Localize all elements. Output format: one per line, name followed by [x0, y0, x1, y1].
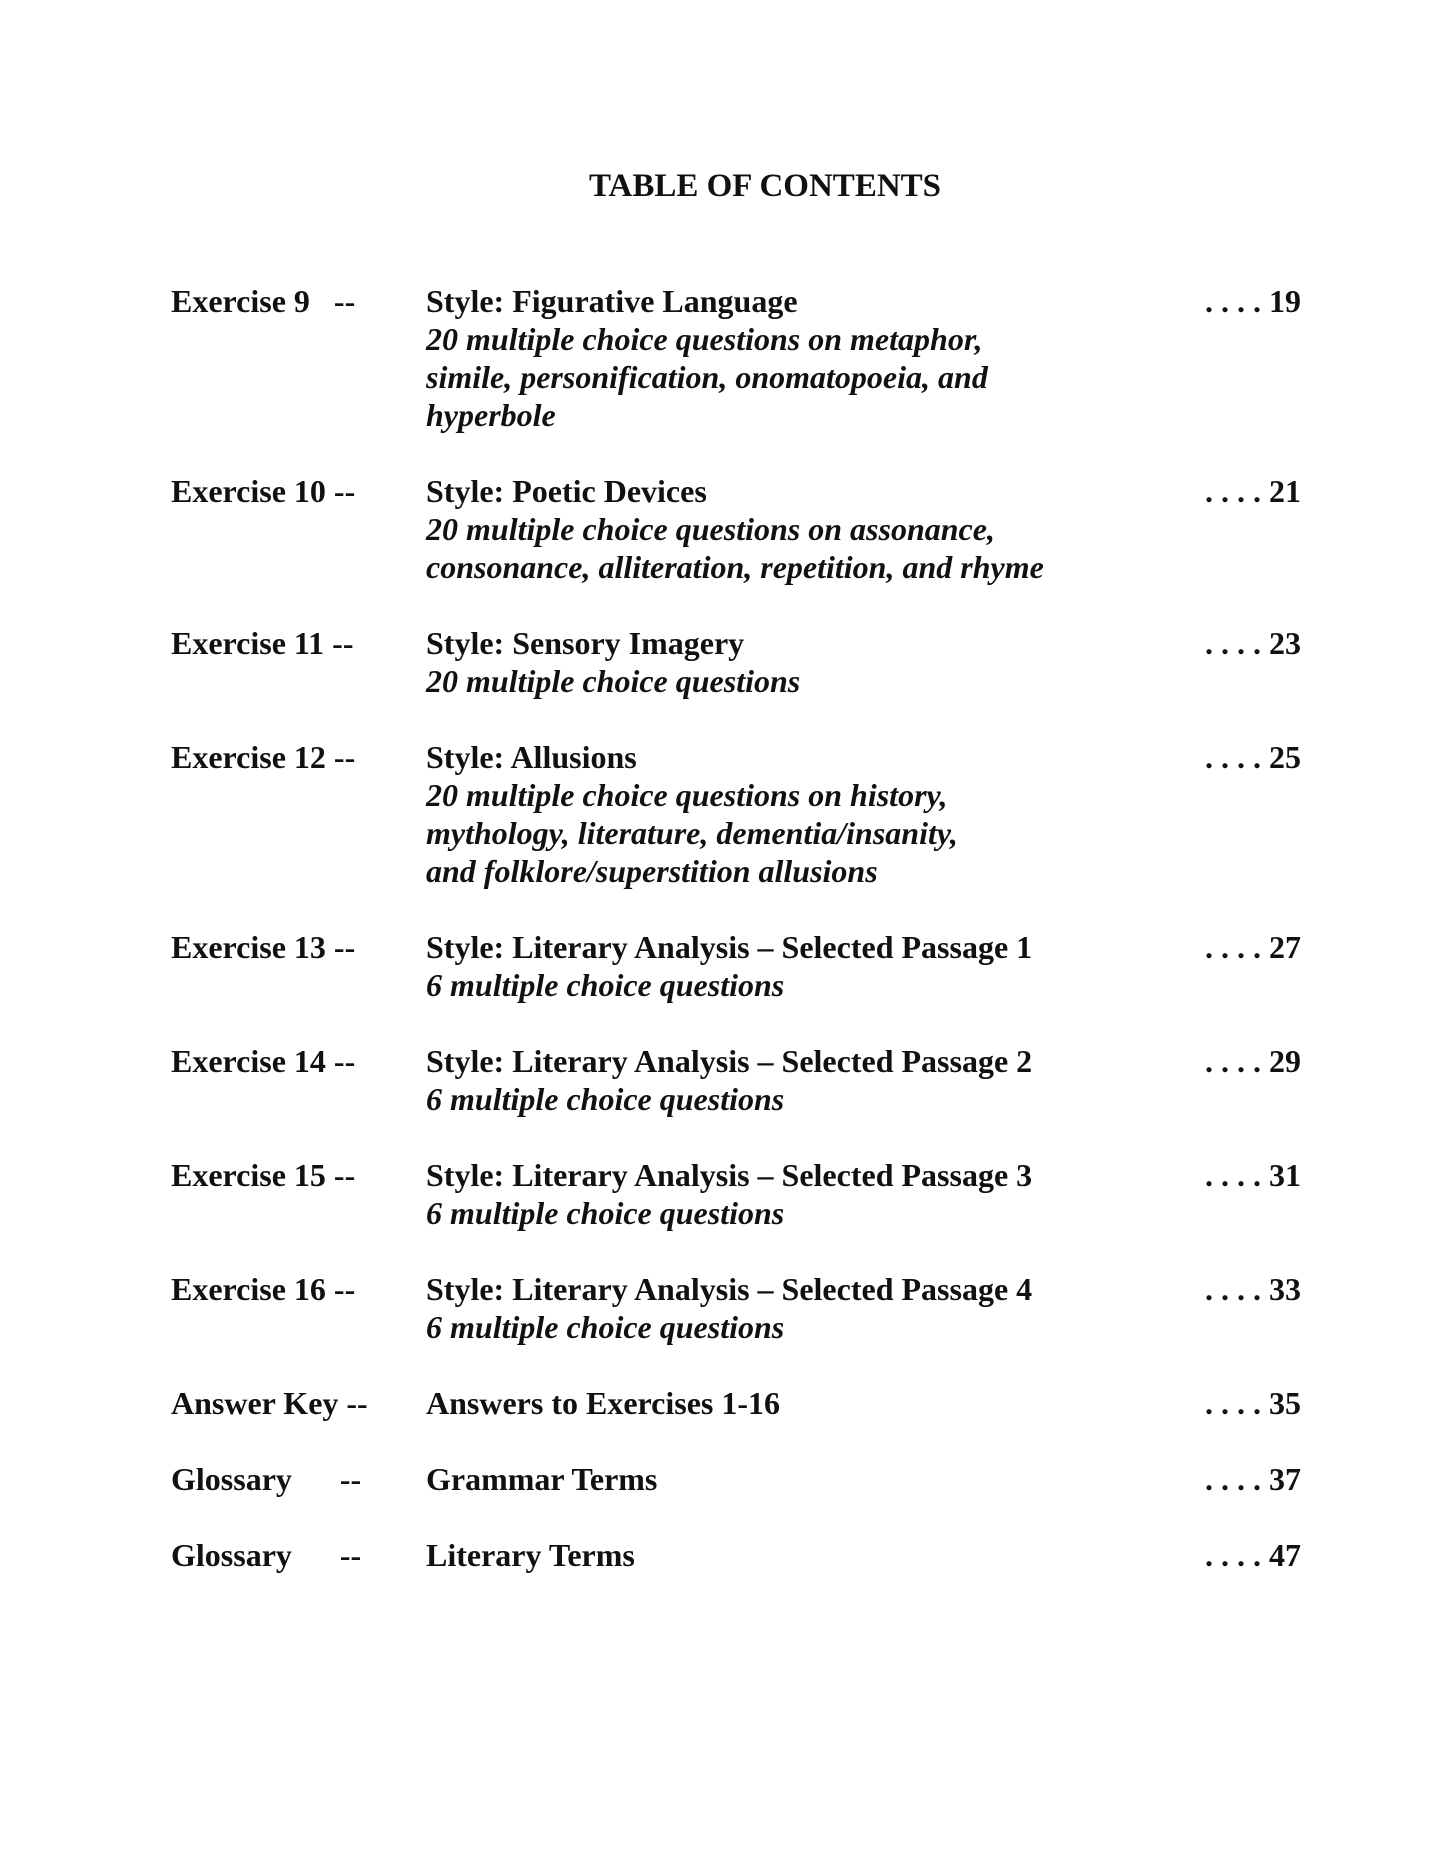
toc-entry	[171, 1460, 1301, 1498]
toc-entry-heading: Style: Literary Analysis – Selected Passage 3	[426, 1157, 1033, 1193]
toc-entry	[171, 1042, 1301, 1118]
toc-entry-page-number: . . . . 27	[1205, 929, 1301, 965]
toc-entry-page-number: . . . . 31	[1205, 1157, 1301, 1193]
toc-entry-heading: Style: Figurative Language	[426, 283, 798, 319]
toc-entry-page-number: . . . . 29	[1205, 1043, 1301, 1079]
toc-entry	[171, 472, 1301, 586]
toc-entry-page-number: . . . . 47	[1205, 1537, 1301, 1573]
toc-entry-heading: Style: Sensory Imagery	[426, 625, 745, 661]
toc-entry-heading: Style: Literary Analysis – Selected Passage 2	[426, 1043, 1033, 1079]
toc-entry-description: mythology, literature, dementia/insanity,	[426, 815, 958, 851]
toc-entry	[171, 928, 1301, 1004]
toc-entry-label: Answer Key --	[171, 1385, 368, 1421]
toc-entry-body	[426, 1536, 1106, 1574]
toc-entry-description: 20 multiple choice questions	[426, 663, 801, 699]
toc-entry-description: 20 multiple choice questions on history,	[426, 777, 948, 813]
toc-entry-page-number: . . . . 21	[1205, 473, 1301, 509]
toc-entry-heading: Style: Poetic Devices	[426, 473, 707, 509]
toc-entry	[171, 1156, 1301, 1232]
toc-entry-page-number: . . . . 19	[1205, 283, 1301, 319]
table-of-contents	[171, 282, 1301, 1612]
toc-entry-heading: Style: Literary Analysis – Selected Passage 4	[426, 1271, 1033, 1307]
toc-entry-description: consonance, alliteration, repetition, and rhyme	[426, 549, 1044, 585]
toc-entry-label: Exercise 12 --	[171, 739, 356, 775]
toc-entry-description: hyperbole	[426, 397, 556, 433]
toc-entry-description: 6 multiple choice questions	[426, 1195, 785, 1231]
toc-entry	[171, 1270, 1301, 1346]
toc-entry-body	[426, 472, 1106, 586]
toc-entry-label: Exercise 13 --	[171, 929, 356, 965]
toc-entry-description: 6 multiple choice questions	[426, 967, 785, 1003]
toc-entry-body	[426, 1042, 1106, 1118]
toc-entry-description: 20 multiple choice questions on assonance,	[426, 511, 995, 547]
toc-entry-label: Exercise 9 --	[171, 283, 356, 319]
toc-entry-description: 20 multiple choice questions on metaphor,	[426, 321, 983, 357]
toc-entry-label: Glossary --	[171, 1537, 362, 1573]
toc-entry-body	[426, 738, 1106, 890]
page-title: TABLE OF CONTENTS	[588, 168, 942, 204]
toc-entry-heading: Grammar Terms	[426, 1461, 658, 1497]
toc-entry-heading: Literary Terms	[426, 1537, 635, 1573]
toc-entry-page-number: . . . . 37	[1205, 1461, 1301, 1497]
toc-entry-body	[426, 624, 1106, 700]
toc-entry-body	[426, 1156, 1106, 1232]
toc-entry-body	[426, 1384, 1106, 1422]
toc-entry-page-number: . . . . 25	[1205, 739, 1301, 775]
toc-entry-label: Exercise 14 --	[171, 1043, 356, 1079]
toc-entry-description: 6 multiple choice questions	[426, 1081, 785, 1117]
toc-entry-body	[426, 928, 1106, 1004]
toc-entry	[171, 738, 1301, 890]
toc-entry-heading: Answers to Exercises 1-16	[426, 1385, 781, 1421]
toc-entry-page-number: . . . . 23	[1205, 625, 1301, 661]
toc-entry-body	[426, 1460, 1106, 1498]
toc-entry-heading: Style: Literary Analysis – Selected Passage 1	[426, 929, 1033, 965]
toc-entry-description: simile, personification, onomatopoeia, and	[426, 359, 988, 395]
toc-entry-label: Exercise 11 --	[171, 625, 354, 661]
toc-entry	[171, 1536, 1301, 1574]
toc-entry-body	[426, 282, 1106, 434]
toc-entry-label: Exercise 16 --	[171, 1271, 356, 1307]
toc-entry	[171, 282, 1301, 434]
toc-entry-label: Exercise 15 --	[171, 1157, 356, 1193]
toc-entry	[171, 624, 1301, 700]
toc-entry-label: Glossary --	[171, 1461, 362, 1497]
toc-entry-page-number: . . . . 33	[1205, 1271, 1301, 1307]
toc-entry-label: Exercise 10 --	[171, 473, 356, 509]
toc-entry-heading: Style: Allusions	[426, 739, 637, 775]
toc-entry-body	[426, 1270, 1106, 1346]
toc-entry-description: and folklore/superstition allusions	[426, 853, 878, 889]
toc-entry-page-number: . . . . 35	[1205, 1385, 1301, 1421]
toc-entry	[171, 1384, 1301, 1422]
toc-entry-description: 6 multiple choice questions	[426, 1309, 785, 1345]
